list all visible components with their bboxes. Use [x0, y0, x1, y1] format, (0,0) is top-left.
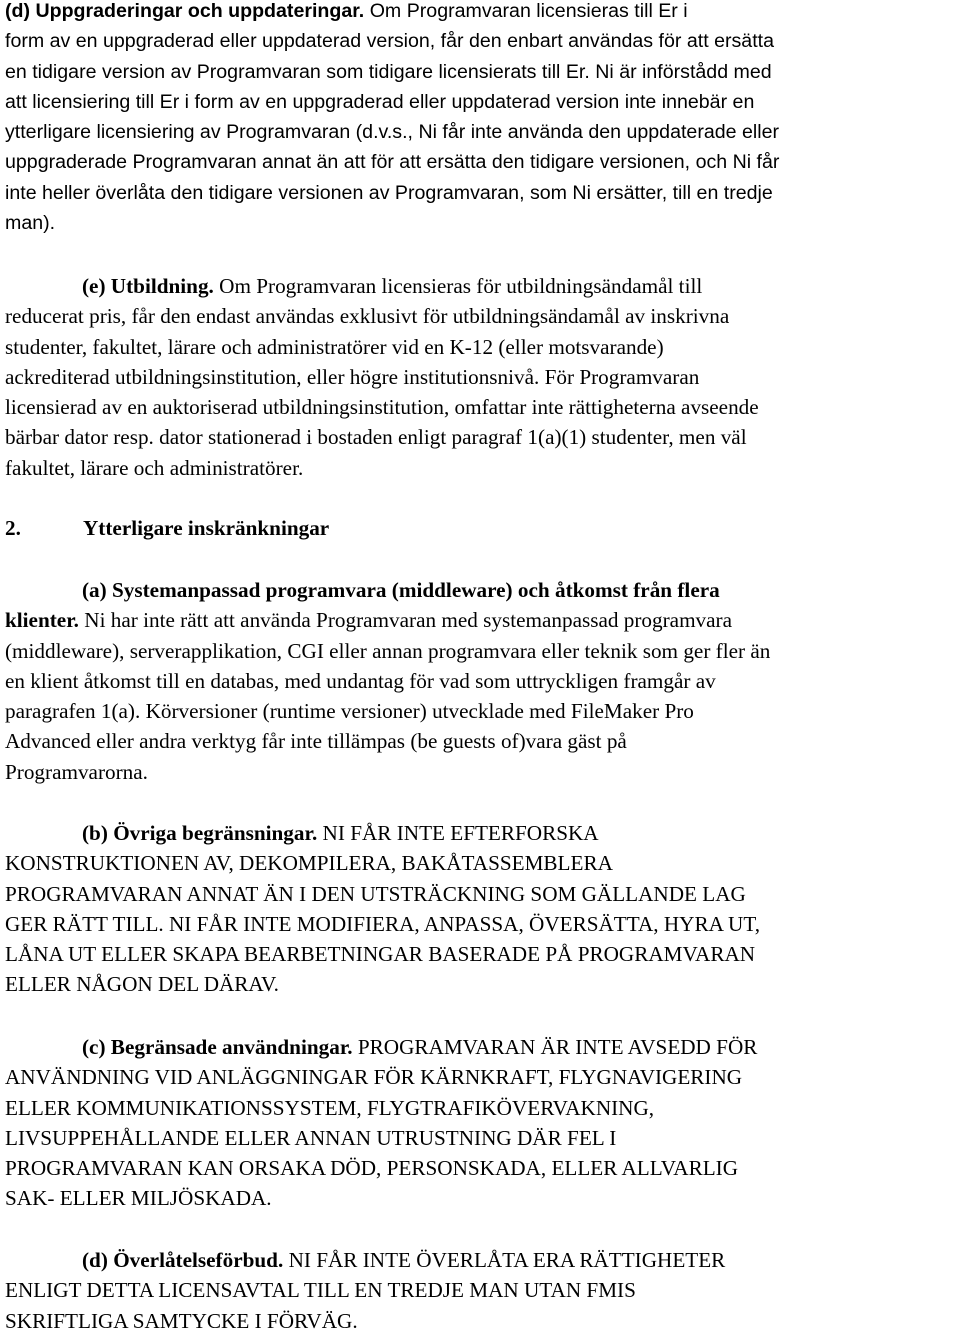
- text-line: att licensiering till Er i form av en uppgraderad eller uppdaterad version inte innebär en: [5, 90, 755, 113]
- text-line: ackrediterad utbildningsinstitution, eller högre institutionsnivå. För Programvaran: [5, 364, 700, 389]
- text-line: (b) Övriga begränsningar. NI FÅR INTE EFTERFORSKA: [82, 821, 599, 845]
- section-e-education: [5, 271, 957, 483]
- text-line: (middleware), serverapplikation, CGI eller annan programvara eller teknik som ger fler än: [5, 638, 771, 663]
- text-line: ELLER NÅGON DEL DÄRAV.: [5, 972, 279, 997]
- section-heading: (c) Begränsade användningar.: [82, 1035, 353, 1059]
- section-heading: (d) Uppgraderingar och uppdateringar.: [5, 0, 365, 22]
- text-line: PROGRAMVARAN ANNAT ÄN I DEN UTSTRÄCKNING SOM GÄLLANDE LAG: [5, 881, 746, 906]
- text-line: LIVSUPPEHÅLLANDE ELLER ANNAN UTRUSTNING DÄR FEL I: [5, 1125, 617, 1150]
- section-a-middleware: [5, 575, 957, 787]
- text-line: ENLIGT DETTA LICENSAVTAL TILL EN TREDJE MAN UTAN FMIS: [5, 1278, 636, 1303]
- text-line: form av en uppgraderad eller uppdaterad version, får den enbart användas för att ersätta: [5, 30, 774, 53]
- text-line: KONSTRUKTIONEN AV, DEKOMPILERA, BAKÅTASSEMBLERA: [5, 851, 613, 876]
- text-line: man).: [5, 212, 56, 235]
- text-line: reducerat pris, får den endast användas exklusivt för utbildningsändamål av inskrivna: [5, 304, 730, 329]
- text-line: bärbar dator resp. dator stationerad i bostaden enligt paragraf 1(a)(1) studenter, men väl: [5, 425, 747, 450]
- section-2-heading: [5, 513, 329, 543]
- text-line: studenter, fakultet, lärare och administratörer vid en K-12 (eller motsvarande): [5, 334, 664, 359]
- section-heading: (d) Överlåtelseförbud.: [82, 1248, 284, 1272]
- text-line: en tidigare version av Programvaran som tidigare licensierats till Er. Ni är införstådd med: [5, 60, 772, 83]
- section-d-transfer-ban: [5, 1245, 957, 1336]
- text-line: Programvarorna.: [5, 759, 148, 784]
- text-line: (e) Utbildning. Om Programvaran licensieras för utbildningsändamål till: [82, 274, 703, 298]
- text-line: (c) Begränsade användningar. PROGRAMVARAN ÄR INTE AVSEDD FÖR: [82, 1035, 758, 1059]
- text-line: uppgraderade Programvaran annat än att för att ersätta den tidigare versionen, och Ni får: [5, 151, 780, 174]
- section-heading: (a) Systemanpassad programvara (middleware) och åtkomst från flera: [82, 578, 720, 602]
- section-c-limited-uses: [5, 1032, 957, 1214]
- text-line: en klient åtkomst till en databas, med undantag för vad som uttryckligen framgår av: [5, 668, 716, 693]
- text-line: ANVÄNDNING VID ANLÄGGNINGAR FÖR KÄRNKRAFT, FLYGNAVIGERING: [5, 1065, 743, 1090]
- text-line: (d) Överlåtelseförbud. NI FÅR INTE ÖVERLÅTA ERA RÄTTIGHETER: [82, 1248, 726, 1272]
- text-line: [5, 575, 957, 605]
- text-line: (d) Uppgraderingar och uppdateringar. Om Programvaran licensieras till Er i: [5, 0, 688, 22]
- text-line: ytterligare licensiering av Programvaran (d.v.s., Ni får inte använda den uppdaterade eller: [5, 121, 780, 144]
- text-line: PROGRAMVARAN KAN ORSAKA DÖD, PERSONSKADA, ELLER ALLVARLIG: [5, 1156, 739, 1181]
- section-heading: (b) Övriga begränsningar.: [82, 821, 318, 845]
- section-heading: (e) Utbildning.: [82, 274, 214, 298]
- text-line: fakultet, lärare och administratörer.: [5, 455, 304, 480]
- text-line: ELLER KOMMUNIKATIONSSYSTEM, FLYGTRAFIKÖVERVAKNING,: [5, 1095, 655, 1120]
- section-title: Ytterligare inskränkningar: [83, 516, 330, 540]
- text-line: klienter. Ni har inte rätt att använda Programvaran med systemanpassad programvara: [5, 608, 733, 633]
- text-line: SAK- ELLER MILJÖSKADA.: [5, 1186, 272, 1211]
- text-line: licensierad av en auktoriserad utbildningsinstitution, omfattar inte rättigheterna avseende: [5, 395, 759, 420]
- text-line: paragrafen 1(a). Körversioner (runtime versioner) utvecklade med FileMaker Pro: [5, 699, 694, 724]
- text-line: Advanced eller andra verktyg får inte tillämpas (be guests of)vara gäst på: [5, 729, 627, 754]
- text-line: GER RÄTT TILL. NI FÅR INTE MODIFIERA, ANPASSA, ÖVERSÄTTA, HYRA UT,: [5, 911, 761, 936]
- text-line: SKRIFTLIGA SAMTYCKE I FÖRVÄG.: [5, 1308, 358, 1333]
- text-line: LÅNA UT ELLER SKAPA BEARBETNINGAR BASERADE PÅ PROGRAMVARAN: [5, 942, 756, 967]
- text-line: inte heller överlåta den tidigare versionen av Programvaran, som Ni ersätter, till en tredje: [5, 181, 773, 204]
- section-d-upgrades: [5, 0, 957, 238]
- section-b-other-restrictions: [5, 818, 957, 1000]
- section-number: 2.: [5, 516, 21, 540]
- section-heading-cont: klienter.: [5, 608, 79, 633]
